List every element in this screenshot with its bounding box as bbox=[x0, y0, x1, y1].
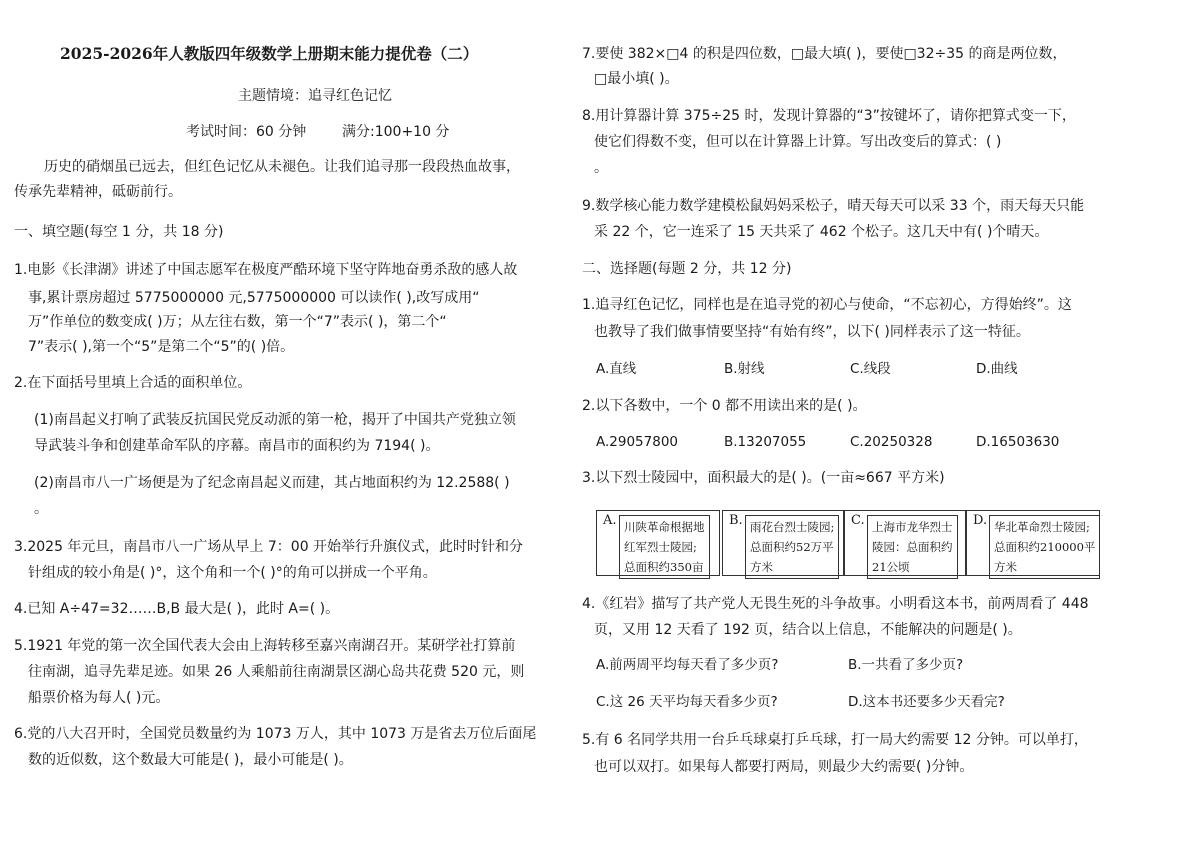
q3-line-2: 针组成的较小角是( )°，这个角和一个( )°的角可以拼成一个平角。 bbox=[28, 565, 437, 581]
q5-line-1: 5.1921 年党的第一次全国代表大会由上海转移至嘉兴南湖召开。某研学社打算前 bbox=[14, 638, 516, 654]
mc2-option-d: D.16503630 bbox=[976, 434, 1060, 450]
page-title: 2025-2026年人教版四年级数学上册期末能力提优卷（二） bbox=[60, 44, 479, 63]
q1-line-3: 万”作单位的数变成( )万；从左往右数，第一个“7”表示( )，第二个“ bbox=[28, 314, 447, 330]
mc2-option-a: A.29057800 bbox=[596, 434, 679, 450]
mc2-option-c: C.20250328 bbox=[850, 434, 933, 450]
mc3-box-a-label: A. bbox=[603, 513, 617, 528]
mc3-box-b-line-1: 雨花台烈士陵园; bbox=[750, 520, 835, 534]
q2-part1-line-b: 导武装斗争和创建革命军队的序幕。南昌市的面积约为 7194( )。 bbox=[34, 438, 440, 454]
q8-line-1: 8.用计算器计算 375÷25 时，发现计算器的“3”按键坏了，请你把算式变一下， bbox=[582, 108, 1076, 124]
q6-line-2: 数的近似数，这个数最大可能是( )，最小可能是( )。 bbox=[28, 752, 353, 768]
mc3-box-d-label: D. bbox=[973, 513, 988, 528]
mc3-box-c-text bbox=[867, 515, 958, 579]
q2-line-1: 2.在下面括号里填上合适的面积单位。 bbox=[14, 375, 252, 391]
q6-line-1: 6.党的八大召开时，全国党员数量约为 1073 万人，其中 1073 万是省去万位后面尾 bbox=[14, 726, 537, 742]
mc3-box-d-line-3: 方米 bbox=[994, 560, 1017, 574]
mc3-box-c-line-2: 陵园：总面积约 bbox=[872, 540, 953, 554]
q8-line-2: 使它们得数不变，但可以在计算器上计算。写出改变后的算式：( ) bbox=[594, 134, 1002, 150]
mc2-option-b: B.13207055 bbox=[724, 434, 807, 450]
mc3-option-box-c bbox=[844, 510, 966, 576]
mc2-line-1: 2.以下各数中，一个 0 都不用读出来的是( )。 bbox=[582, 398, 867, 414]
mc1-line-2: 也教导了我们做事情要坚持“有始有终”，以下( )同样表示了这一特征。 bbox=[594, 324, 1030, 340]
mc5-line-2: 也可以双打。如果每人都要打两局，则最少大约需要( )分钟。 bbox=[594, 759, 974, 775]
mc5-line-1: 5.有 6 名同学共用一台乒乓球桌打乒乓球，打一局大约需要 12 分钟。可以单打， bbox=[582, 732, 1088, 748]
mc4-line-1: 4.《红岩》描写了共产党人无畏生死的斗争故事。小明看这本书，前两周看了 448 bbox=[582, 596, 1089, 612]
mc4-option-c: C.这 26 天平均每天看多少页? bbox=[596, 694, 778, 710]
mc1-option-a: A.直线 bbox=[596, 361, 637, 377]
mc4-option-b: B.一共看了多少页? bbox=[848, 657, 964, 673]
mc3-box-b-line-3: 方米 bbox=[750, 560, 773, 574]
q1-line-1: 1.电影《长津湖》讲述了中国志愿军在极度严酷环境下坚守阵地奋勇杀敌的感人故 bbox=[14, 262, 518, 278]
mc3-box-b-line-2: 总面积约52万平 bbox=[750, 540, 834, 554]
mc3-box-b-label: B. bbox=[729, 513, 743, 528]
q1-line-2: 事,累计票房超过 5775000000 元,5775000000 可以读作( ),改写成用“ bbox=[28, 290, 480, 306]
mc3-box-c-line-1: 上海市龙华烈士 bbox=[872, 520, 953, 534]
q1-line-4: 7”表示( ),第一个“5”是第二个“5”的( )倍。 bbox=[28, 339, 295, 355]
mc3-box-b-text bbox=[745, 515, 839, 579]
mc3-box-c-label: C. bbox=[851, 513, 865, 528]
mc4-option-d: D.这本书还要多少天看完? bbox=[848, 694, 1005, 710]
mc3-box-a-text bbox=[619, 515, 710, 579]
section-1-heading: 一、填空题(每空 1 分，共 18 分) bbox=[14, 224, 224, 240]
mc3-option-box-a bbox=[596, 510, 720, 576]
q7-line-1: 7.要使 382×□4 的积是四位数，□最大填( )，要使□32÷35 的商是两位数， bbox=[582, 46, 1067, 62]
q2-part2-line-a: (2)南昌市八一广场便是为了纪念南昌起义而建，其占地面积约为 12.2588( ) bbox=[34, 475, 510, 491]
full-score: 满分:100+10 分 bbox=[342, 124, 450, 140]
q2-part1-line-a: (1)南昌起义打响了武装反抗国民党反动派的第一枪，揭开了中国共产党独立领 bbox=[34, 412, 516, 428]
mc4-option-a: A.前两周平均每天看了多少页? bbox=[596, 657, 779, 673]
mc1-option-b: B.射线 bbox=[724, 361, 765, 377]
mc1-option-d: D.曲线 bbox=[976, 361, 1018, 377]
q4-line-1: 4.已知 A÷47=32……B,B 最大是( )，此时 A=( )。 bbox=[14, 601, 340, 617]
theme-line: 主题情境：追寻红色记忆 bbox=[238, 88, 392, 104]
mc3-line-1: 3.以下烈士陵园中，面积最大的是( )。(一亩≈667 平方米) bbox=[582, 470, 945, 486]
mc3-box-a-line-3: 总面积约350亩 bbox=[624, 560, 704, 574]
q3-line-1: 3.2025 年元旦，南昌市八一广场从早上 7：00 开始举行升旗仪式，此时时针和分 bbox=[14, 539, 524, 555]
exam-time: 考试时间：60 分钟 bbox=[186, 124, 307, 140]
mc1-line-1: 1.追寻红色记忆，同样也是在追寻党的初心与使命，“不忘初心，方得始终”。这 bbox=[582, 297, 1072, 313]
mc3-box-c-line-3: 21公顷 bbox=[872, 560, 910, 574]
mc3-option-box-d bbox=[966, 510, 1100, 576]
intro-line-1: 历史的硝烟虽已远去，但红色记忆从未褪色。让我们追寻那一段段热血故事， bbox=[44, 159, 520, 175]
mc3-box-d-text bbox=[989, 515, 1100, 579]
q2-part2-line-b: 。 bbox=[34, 501, 48, 517]
q9-line-1: 9.数学核心能力数学建模松鼠妈妈采松子，晴天每天可以采 33 个，雨天每天只能 bbox=[582, 198, 1085, 214]
q9-line-2: 采 22 个，它一连采了 15 天共采了 462 个松子。这几天中有( )个晴天。 bbox=[594, 224, 1049, 240]
mc4-line-2: 页，又用 12 天看了 192 页，结合以上信息，不能解决的问题是( )。 bbox=[594, 622, 1022, 638]
q5-line-2: 往南湖，追寻先辈足迹。如果 26 人乘船前往南湖景区湖心岛共花费 520 元，则 bbox=[28, 664, 525, 680]
q8-line-3: 。 bbox=[594, 160, 608, 176]
mc3-box-d-line-1: 华北革命烈士陵园; bbox=[994, 520, 1090, 534]
mc3-option-box-b bbox=[722, 510, 844, 576]
mc3-box-d-line-2: 总面积约210000平 bbox=[994, 540, 1096, 554]
section-2-heading: 二、选择题(每题 2 分，共 12 分) bbox=[582, 261, 792, 277]
mc3-box-a-line-2: 红军烈士陵园; bbox=[624, 540, 697, 554]
mc3-box-a-line-1: 川陕革命根据地 bbox=[624, 520, 705, 534]
intro-line-2: 传承先辈精神，砥砺前行。 bbox=[14, 184, 182, 200]
q5-line-3: 船票价格为每人( )元。 bbox=[28, 690, 170, 706]
q7-line-2: □最小填( )。 bbox=[594, 71, 679, 87]
mc1-option-c: C.线段 bbox=[850, 361, 891, 377]
